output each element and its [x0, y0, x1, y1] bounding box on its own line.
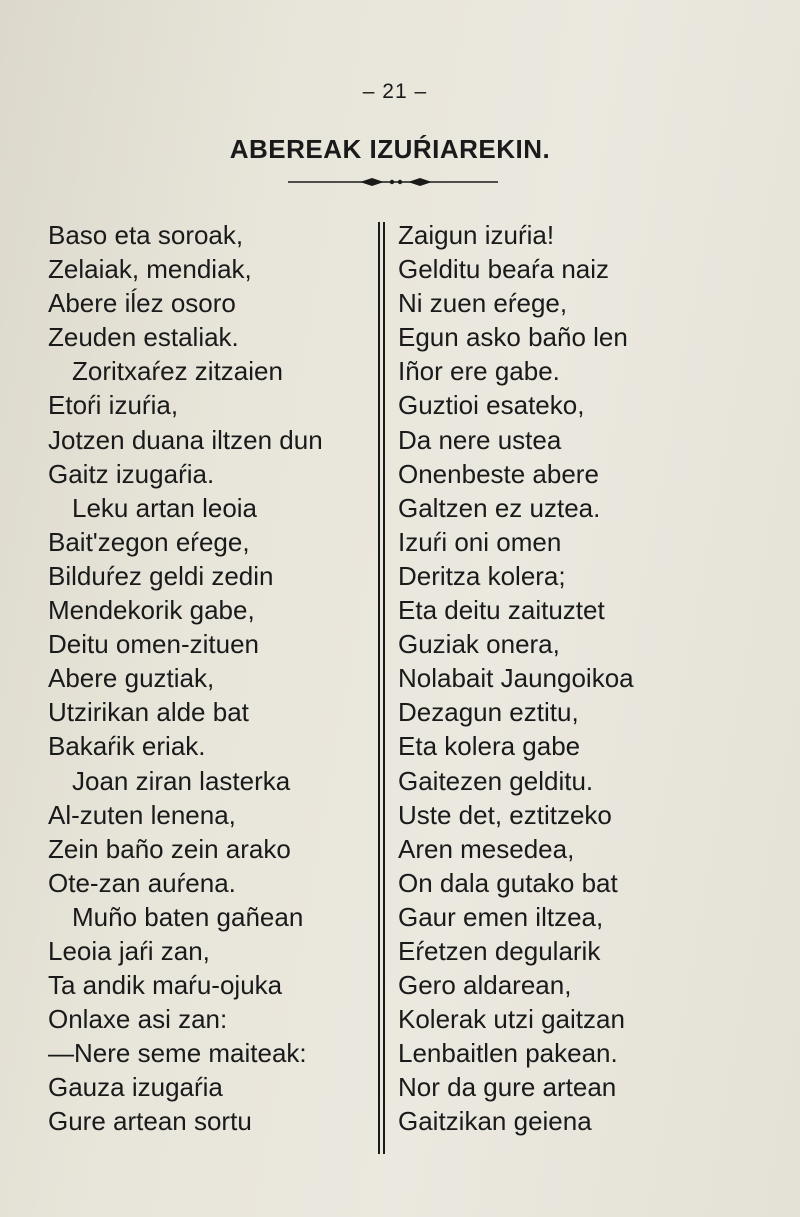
verse-line: On dala gutako bat: [398, 867, 618, 898]
verse-line: Da nere ustea: [398, 424, 562, 455]
verse-line: Al-zuten lenena,: [48, 799, 236, 830]
verse-line: Gaitzikan geiena: [398, 1106, 592, 1137]
verse-line: Deritza kolera;: [398, 560, 566, 591]
verse-line: Iñor ere gabe.: [398, 356, 560, 387]
verse-line: Leku artan leoia: [72, 492, 258, 523]
verse-line: Guziak onera,: [398, 629, 560, 660]
verse-line: Galtzen ez uztea.: [398, 492, 601, 523]
verse-line: Gure artean sortu: [48, 1106, 252, 1137]
verse-line: Ta andik maŕu-ojuka: [48, 970, 283, 1001]
verse-line: Muño baten gañean: [72, 901, 304, 932]
verse-line: Bilduŕez geldi zedin: [48, 560, 274, 591]
verse-line: Abere guztiak,: [48, 663, 215, 694]
verse-line: Eŕetzen degularik: [398, 935, 601, 966]
verse-line: Deitu omen-zituen: [48, 629, 259, 660]
verse-line: Gaitz izugaŕia.: [48, 458, 215, 489]
verse-line: Bait'zegon eŕege,: [48, 526, 250, 557]
verse-line: Leoia jaŕi zan,: [48, 935, 210, 966]
verse-line: Aren mesedea,: [398, 833, 575, 864]
page-number: – 21 –: [362, 80, 428, 103]
verse-line: Uste det, eztitzeko: [398, 799, 612, 830]
left-column: [48, 218, 378, 1139]
column-divider: [378, 222, 386, 1154]
verse-line: Zein baño zein arako: [48, 833, 291, 864]
verse-line: Lenbaitlen pakean.: [398, 1038, 618, 1069]
verse-line: Bakaŕik eriak.: [48, 731, 206, 762]
right-column: [398, 218, 718, 1139]
verse-line: Gaitezen gelditu.: [398, 765, 594, 796]
poem-title: ABEREAK IZUŔIAREKIN.: [229, 134, 551, 164]
verse-line: Joan ziran lasterka: [72, 765, 291, 796]
verse-line: Nolabait Jaungoikoa: [398, 663, 634, 694]
verse-line: Gauza izugaŕia: [48, 1072, 223, 1103]
verse-line: Utzirikan alde bat: [48, 697, 249, 728]
verse-line: Egun asko baño len: [398, 322, 628, 353]
verse-line: Etoŕi izuŕia,: [48, 390, 179, 421]
verse-line: Onlaxe asi zan:: [48, 1004, 228, 1035]
verse-line: Gaur emen iltzea,: [398, 901, 604, 932]
verse-line: Zoritxaŕez zitzaien: [72, 356, 283, 387]
title-ornament: [288, 172, 498, 192]
verse-line: Mendekorik gabe,: [48, 595, 255, 626]
verse-line: Ni zuen eŕege,: [398, 288, 568, 319]
verse-line: Eta kolera gabe: [398, 731, 581, 762]
verse-line: Ote-zan auŕena.: [48, 867, 236, 898]
verse-line: Kolerak utzi gaitzan: [398, 1004, 625, 1035]
verse-line: —Nere seme maiteak:: [48, 1038, 307, 1069]
verse-line: Abere iĺez osoro: [48, 288, 236, 319]
verse-line: Gelditu beaŕa naiz: [398, 254, 610, 285]
verse-line: Eta deitu zaituztet: [398, 595, 605, 626]
verse-line: Onenbeste abere: [398, 458, 599, 489]
verse-line: Zeuden estaliak.: [48, 322, 239, 353]
verse-line: Zelaiak, mendiak,: [48, 254, 252, 285]
verse-line: Guztioi esateko,: [398, 390, 585, 421]
verse-line: Nor da gure artean: [398, 1072, 617, 1103]
verse-line: Izuŕi oni omen: [398, 526, 562, 557]
verse-line: Baso eta soroak,: [48, 220, 244, 250]
verse-line: Jotzen duana iltzen dun: [48, 424, 323, 455]
verse-line: Dezagun eztitu,: [398, 697, 579, 728]
verse-line: Zaigun izuŕia!: [398, 220, 555, 250]
verse-line: Gero aldarean,: [398, 970, 572, 1001]
